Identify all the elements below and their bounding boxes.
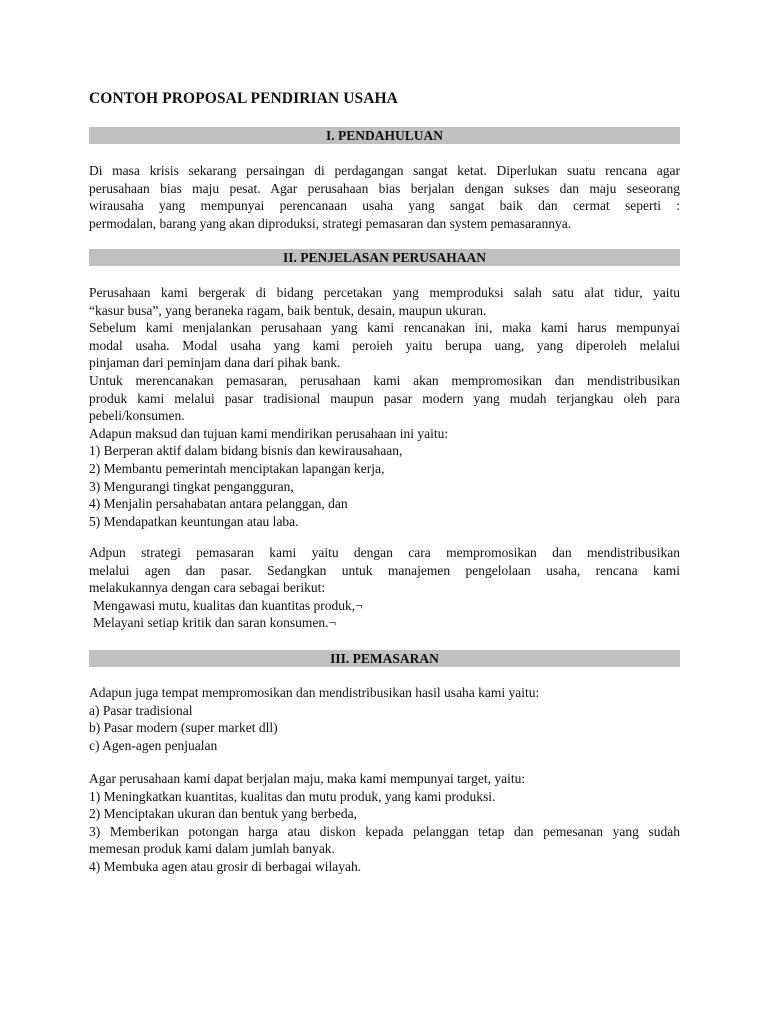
- text-line: Adapun juga tempat mempromosikan dan mendistribusikan hasil usaha kami yaitu:: [89, 685, 540, 700]
- list-item: 5) Mendapatkan keuntungan atau laba.: [89, 513, 299, 529]
- list-item: Mengawasi mutu, kualitas dan kuantitas produk,¬: [93, 597, 363, 613]
- paragraph-pendahuluan: [89, 162, 680, 232]
- text-line: perusahaan bias maju pesat. Agar perusahaan bias berjalan dengan sukses dan maju seseorang: [89, 180, 680, 196]
- list-item: 4) Menjalin persahabatan antara pelanggan, dan: [89, 496, 348, 512]
- paragraph-penjelasan-2: [89, 544, 680, 632]
- text-line: pinjaman dari peminjam dana dari pihak bank.: [89, 355, 341, 371]
- section-heading-penjelasan-perusahaan: II. PENJELASAN PERUSAHAAN: [89, 249, 680, 266]
- list-item: 2) Menciptakan ukuran dan bentuk yang berbeda,: [89, 806, 358, 822]
- section-heading-pendahuluan: I. PENDAHULUAN: [89, 127, 680, 144]
- text-line: Perusahaan kami bergerak di bidang percetakan yang memproduksi salah satu alat tidur, yaitu: [89, 285, 680, 300]
- text-line: produk kami melalui pasar tradisional maupun pasar modern yang mudah terjangkau oleh para: [89, 390, 680, 406]
- list-item: 1) Meningkatkan kuantitas, kualitas dan mutu produk, yang kami produksi.: [89, 788, 496, 804]
- text-line: pebeli/konsumen.: [89, 408, 185, 424]
- list-item: b) Pasar modern (super market dll): [89, 720, 278, 736]
- list-item-continuation: memesan produk kami dalam jumlah banyak.: [89, 841, 335, 857]
- list-item: 3) Mengurangi tingkat pengangguran,: [89, 478, 294, 494]
- document-title: CONTOH PROPOSAL PENDIRIAN USAHA: [89, 90, 398, 107]
- text-line: Agar perusahaan kami dapat berjalan maju, maka kami mempunyai target, yaitu:: [89, 771, 526, 786]
- text-line: melalui agen dan pasar. Sedangkan untuk manajemen pengelolaan usaha, rencana kami: [89, 562, 680, 578]
- list-item: 2) Membantu pemerintah menciptakan lapangan kerja,: [89, 460, 385, 476]
- list-item: 4) Membuka agen atau grosir di berbagai wilayah.: [89, 858, 362, 874]
- text-line: permodalan, barang yang akan diproduksi, strategi pemasaran dan system pemasarannya.: [89, 215, 572, 231]
- text-line: “kasur busa”, yang beraneka ragam, baik bentuk, desain, maupun ukuran.: [89, 302, 487, 318]
- list-item: a) Pasar tradisional: [89, 702, 193, 718]
- text-line: Di masa krisis sekarang persaingan di perdagangan sangat ketat. Diperlukan suatu rencana agar: [89, 163, 680, 178]
- text-line: melakukannya dengan cara sebagai berikut:: [89, 580, 326, 596]
- text-line: Adpun strategi pemasaran kami yaitu dengan cara mempromosikan dan mendistribusikan: [89, 545, 680, 560]
- list-item: Melayani setiap kritik dan saran konsumen.¬: [93, 615, 337, 631]
- paragraph-penjelasan-1: [89, 284, 680, 530]
- section-heading-pemasaran: III. PEMASARAN: [89, 650, 680, 667]
- paragraph-pemasaran-2: [89, 770, 680, 876]
- list-item: c) Agen-agen penjualan: [89, 737, 218, 753]
- text-line: wirausaha yang mempunyai perencanaan usaha yang sangat baik dan cermat seperti :: [89, 198, 680, 214]
- list-item: 1) Berperan aktif dalam bidang bisnis dan kewirausahaan,: [89, 443, 403, 459]
- text-line: Sebelum kami menjalankan perusahaan yang kami rencanakan ini, maka kami harus mempunyai: [89, 320, 680, 336]
- text-line: Adapun maksud dan tujuan kami mendirikan perusahaan ini yaitu:: [89, 425, 449, 441]
- text-line: Untuk merencanakan pemasaran, perusahaan kami akan mempromosikan dan mendistribusikan: [89, 372, 680, 388]
- list-item: 3) Memberikan potongan harga atau diskon kepada pelanggan tetap dan pemesanan yang sudah: [89, 823, 680, 839]
- text-line: modal usaha. Modal usaha yang kami peroieh yaitu berupa uang, yang diperoleh melalui: [89, 337, 680, 353]
- paragraph-pemasaran-1: [89, 684, 680, 754]
